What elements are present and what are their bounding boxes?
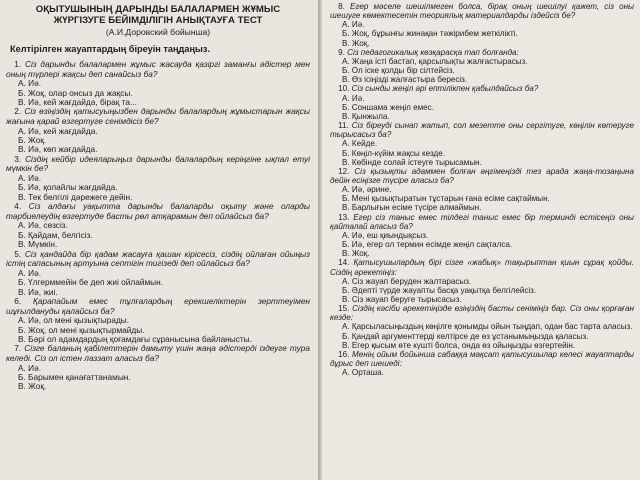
question-text: Сіз алдағы уақытта дарынды балаларды оқыту және оларды тәрбиелеудің өзгертуде басты рөл атқарамын деп ойлайсыз ба? xyxy=(6,201,310,221)
question-3 xyxy=(6,155,310,174)
question-number: 5. xyxy=(14,248,22,259)
question-number: 9. xyxy=(338,47,345,57)
answer-option: Б. Мені қызықтыратын тұстарын ғана есіме сақтаймын. xyxy=(342,194,550,204)
title-line-2: ЖҮРГІЗУГЕ БЕЙІМДІЛІГІН АНЫҚТАУҒА ТЕСТ xyxy=(53,15,263,26)
answer-option: Б. Ол іске қолды бір сілтейсіз. xyxy=(342,66,455,76)
question-6 xyxy=(6,297,310,316)
question-number: 15. xyxy=(338,304,350,314)
question-number: 6. xyxy=(14,296,22,307)
question-number: 1. xyxy=(14,59,22,69)
question-number: 8. xyxy=(338,2,345,11)
answer-option: Б. Қандай аргументтерді келтірсе де өз ұстанымыңызда қаласыз. xyxy=(342,331,589,341)
question-number: 12. xyxy=(338,166,350,176)
answer-option: Б. Қайдам, белгісіз. xyxy=(18,229,93,240)
answer-option: А. Иә, әрине. xyxy=(342,185,392,195)
answer-option: А. Жаңа істі бастап, қарсылықты жалғастырасыз. xyxy=(342,56,528,66)
answer-option: В. Көбінде солай істеуге тырысамын. xyxy=(342,157,482,167)
question-number: 16. xyxy=(338,349,350,359)
answer-option: Б. Әдепті түрде жауапты басқа уақытқа белгілейсіз. xyxy=(342,285,537,295)
question-number: 14. xyxy=(338,258,350,268)
answer-option: А. Иә, сөзсіз. xyxy=(18,220,68,231)
answer-option: В. Өз ісіңізді жалғастыра бересіз. xyxy=(342,75,468,85)
answer-option: В. Сіз жауап беруге тырысасыз. xyxy=(342,295,462,304)
question-1 xyxy=(6,60,310,79)
answer-option: В. Бәрі ол адамдардың қоғамдағы сұранысына байланысты. xyxy=(18,334,252,345)
question-10 xyxy=(330,84,634,93)
question-9 xyxy=(330,48,634,57)
answer-option: Б. Жоқ. xyxy=(18,135,47,145)
question-number: 2. xyxy=(14,106,22,117)
question-number: 3. xyxy=(14,153,22,164)
answer-option: В. Егер қысым өте күшті болса, онда өз ойыңызды өзгертейін. xyxy=(342,340,576,350)
answer-option: В. Тек белгілі дәрежеге дейін. xyxy=(18,191,133,202)
question-text: Сіз біреуді сынап жатып, сол мезетте оны сергітуге, көңілін көтеруге тырысасыз ба? xyxy=(330,121,635,140)
question-14 xyxy=(330,258,634,276)
question-5 xyxy=(6,250,310,269)
answer-option: В. Жоқ. xyxy=(342,38,370,48)
question-16 xyxy=(330,350,634,368)
question-text: Егер сіз таныс емес тілдегі таныс емес бір терминді естісеңіз оны қайталай аласыз ба? xyxy=(330,212,634,231)
answer-option: Б. Барымен қанағаттанамын. xyxy=(18,372,131,383)
answer-option: В. Иә, кей жағдайда, бірақ та... xyxy=(18,97,137,107)
question-15 xyxy=(330,304,634,322)
answer-option: А. Иә. xyxy=(342,93,365,103)
answer-option: А. Орташа. xyxy=(342,368,384,378)
question-13 xyxy=(330,213,634,231)
answer-option: А. Иә. xyxy=(342,20,365,30)
question-text: Сіз дарынды балалармен жұмыс жасауда қазіргі заманғы әдістер мен оның түрлері жақсы деп санайсыз ба? xyxy=(6,59,310,79)
question-text: Сіздің кейбір идеяларыңыз дарынды балалардың керіңгіне ықпал етуі мүмкін бе? xyxy=(6,153,310,174)
answer-option: В. Жоқ. xyxy=(342,249,370,259)
question-7 xyxy=(6,344,310,363)
author-line: (А.И.Доровский бойынша) xyxy=(105,27,211,37)
question-2 xyxy=(6,107,310,126)
question-text: Сіздің кәсіби әрекетіңізде өзіңіздің басты сеніміңіз бар. Сіз оны қорғаған кезде: xyxy=(330,304,634,323)
question-number: 4. xyxy=(14,201,22,212)
answer-option: А. Иә, еш қиындықсыз. xyxy=(342,230,429,240)
answer-option: А. Иә, кей жағдайда. xyxy=(18,125,98,136)
answer-option: Б. Жоқ, олар онсыз да жақсы. xyxy=(18,87,133,98)
answer-option: В. Иә, жиі. xyxy=(18,286,58,297)
answer-option: А. Кейде. xyxy=(342,139,378,149)
question-text: Егер мәселе шешілмеген болса, бірақ оның шешілуі қажет, сіз оны шешуге көмектесетін теориялық материалдарды іздейсіз бе? xyxy=(330,2,634,21)
answer-option: А. Иә. xyxy=(18,362,42,373)
question-text: Қарапайым емес тұлғалардың ерекшеліктерін зерттеуімен шұғылдануды қалайсыз ба? xyxy=(6,296,310,316)
question-text: Қатысушылардың бірі сізге «жабық» тақырыптан қиын сұрақ қойды. Сіздің әрекетіңіз: xyxy=(330,258,634,277)
answer-option: Б. Үлгерммейін бе деп жиі ойлаймын. xyxy=(18,277,164,288)
question-number: 10. xyxy=(338,84,350,94)
question-text: Сіз өзіңіздің қатысуыңызбен дарынды балалардың жұмыстарын жақсы жағына қарай өзгертуге сенімдісіз бе? xyxy=(6,106,310,126)
question-number: 7. xyxy=(14,343,22,354)
answer-option: А. Иә, ол мені қызықтырады. xyxy=(18,315,130,326)
instruction: Келтірілген жауаптардың біреуін таңдаңыз. xyxy=(10,44,211,54)
question-text: Сіз қызықты адаммен болған әңгімеңізді тез арада жаңа-тозаңына дейін есіңізге түсіре аласыз ба? xyxy=(330,166,635,185)
right-page xyxy=(322,0,640,480)
question-text: Сіз қандайда бір қадам жасауға қашан кірісесіз, сіздің ойлаған ойыңыз істің сапасының артуына септігін тигізеді деп ойлайсыз ба? xyxy=(6,248,310,269)
question-text: Сіз сынды жеңіл әрі ептілікпен қабылдайсыз ба? xyxy=(351,84,539,94)
answer-option: А. Қарсыласыңыздың көңілге қонымды ойын тыңдап, одан бас тарта аласыз. xyxy=(342,322,633,332)
left-question-list xyxy=(6,60,310,392)
answer-option: В. Мүмкін. xyxy=(18,239,58,250)
right-question-list xyxy=(330,2,634,377)
left-page xyxy=(0,0,318,480)
answer-option: Б. Жоқ, бұрынғы жинақан тәжірибем жеткілікті. xyxy=(342,29,518,39)
answer-option: А. Иә. xyxy=(18,267,42,278)
answer-option: Б. Иә, қолайлы жағдайда. xyxy=(18,182,118,193)
question-4 xyxy=(6,202,310,221)
answer-option: Б. Соншама жеңіл емес. xyxy=(342,102,434,112)
answer-option: Б. Жоқ, ол мені қызықтырмайды. xyxy=(18,324,145,335)
answer-option: А. Иә. xyxy=(18,78,42,89)
question-text: Сізге баланың қабілеттерін дамыту үшін жаңа әдістерді іздеуге тура келеді. Сіз ол істен лаззат аласыз ба? xyxy=(6,343,310,364)
question-text: Сіз педагогикалық көзқарасқа тап болғанда: xyxy=(347,47,519,57)
answer-option: Б. Иә, егер ол термин есімде жеңіл сақталса. xyxy=(342,240,513,250)
test-title xyxy=(6,4,310,26)
answer-option: В. Жоқ. xyxy=(18,381,47,392)
title-line-1: ОҚЫТУШЫНЫҢ ДАРЫНДЫ БАЛАЛАРМЕН ЖҰМЫС xyxy=(35,4,281,15)
question-12 xyxy=(330,167,634,185)
question-11 xyxy=(330,121,634,139)
answer-option: В. Иә, көп жағдайда. xyxy=(18,144,98,155)
question-number: 11. xyxy=(338,121,349,131)
answer-option: Б. Көңіл-күйім жақсы кезде. xyxy=(342,148,445,158)
answer-option: В. Барлығын есіме түсіре алмаймын. xyxy=(342,203,482,213)
answer-option: А. Сіз жауап беруден жалтарасыз. xyxy=(342,276,472,286)
answer-option: В. Қынжыла. xyxy=(342,111,390,121)
question-number: 13. xyxy=(338,212,350,222)
question-8 xyxy=(330,2,634,20)
answer-option: А. Иә. xyxy=(18,173,42,183)
question-text: Менің ойым бойынша сабаққа мақсат қатысушылар келесі жауаптарды дұрыс деп шешеді: xyxy=(330,349,635,369)
